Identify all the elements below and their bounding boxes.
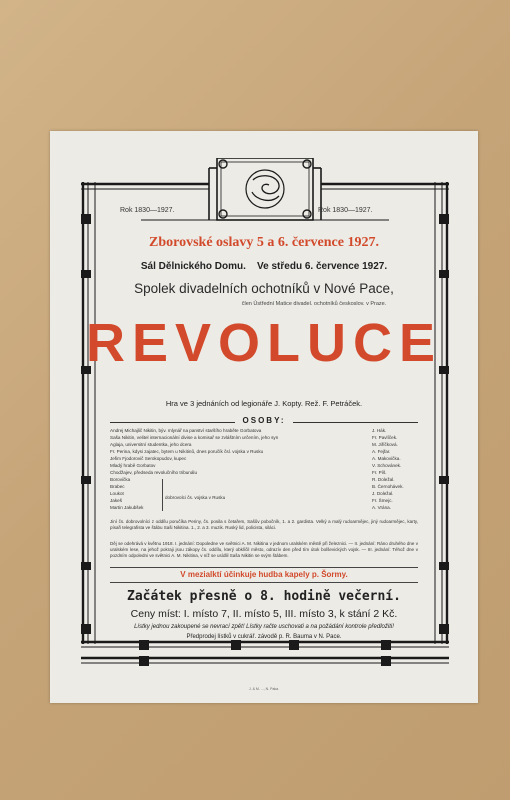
year-left: Rok 1830—1927. xyxy=(120,207,175,214)
society-name: Spolek divadelních ochotníků v Nové Pace, xyxy=(134,281,394,296)
cast-group-label: dobrovolci čs. vojska v Rusku xyxy=(165,494,226,500)
year-right: Rok 1830—1927. xyxy=(318,207,373,214)
performance-date: Ve středu 6. července 1927. xyxy=(257,261,388,272)
rule-music-bottom xyxy=(110,582,418,583)
ticket-prices: Ceny míst: I. místo 7, II. místo 5, III. místo 3, k stání 2 Kč. xyxy=(130,608,398,620)
cast-role: Mladý hrabě Gorbatov xyxy=(110,463,156,468)
cast-actor: J. Hák. xyxy=(372,428,387,433)
cast-role: Borovička xyxy=(110,477,131,482)
printer-credit: J. & M. ..., N. Paka. xyxy=(248,687,280,691)
start-time: Začátek přesně o 8. hodině večerní. xyxy=(127,589,401,604)
cast-actor: M. Jiříčková. xyxy=(372,442,398,447)
cast-actor: V. Schovánek. xyxy=(372,463,402,468)
cast-actor: B. Černohávek. xyxy=(372,484,404,489)
cast-actor: Fr. Pavlíček. xyxy=(372,435,398,440)
cast-heading xyxy=(50,416,478,425)
cast-actor: R. Doležal. xyxy=(372,477,395,482)
cast-role: Jakeš xyxy=(110,498,123,503)
venue-date-line xyxy=(50,261,478,272)
cast-heading-text: OSOBY: xyxy=(235,416,294,425)
extras-note: Jiní čs. dobrovolníci z oddílu poručíka Periny, čs. posila s četařem, Sašův pobočník, 1. a 2. gardista. Velký a malý rudoarmějec, jiný rudoarmějec, karty, písaři telegrafista ve štábu Saši Nikitina. 1., 2. a 3. muzik. Ruský lid, policista, siláci. xyxy=(110,519,418,530)
cast-group-bracket xyxy=(158,479,163,511)
celebration-heading: Zborovské oslavy 5 a 6. července 1927. xyxy=(149,235,379,250)
ticket-rules: Lístky jednou zakoupené se nevrací zpět! Lístky račte uschovati a na požádání kontrole předložiti! xyxy=(134,624,394,630)
cast-role: Brabec xyxy=(110,484,125,489)
cast-actor: A. Vrána. xyxy=(372,505,391,510)
plot-note: Děj se odehrává v květnu 1918. I. jednání: Dopoledne ve světnici A. M. Nikitina v jednom uralském městě při železnici. — II. jednání: Ráno druhého dne v uralském lese, na jehož pokraji jsou zákopy čs. oddílu, který obklíčil město, odrazív den před tím útok bolševických vojsk. — III. jednání: Téhož dne v pozdním odpoledni ve světnici A. M. Nikitina, v níž se usídlil Saša Nikitin se svým štábem. xyxy=(110,541,418,558)
cast-role: Chodžajev, předseda revolučního tribunálu xyxy=(110,470,197,475)
cast-role: Aglaja, universitní studentka, jeho dcera xyxy=(110,442,192,447)
presale-info: Předprodej lístků v cukrář. závodě p. R. Bauma v N. Pace. xyxy=(186,634,342,640)
play-title: REVOLUCE xyxy=(85,313,443,373)
cast-role: Martin Jakubšek xyxy=(110,505,144,510)
rule-music-top xyxy=(110,567,418,568)
cast-role: Andrej Michajlič Nikitin, býv. mlynář na panství staršího hraběte Gorbatova xyxy=(110,428,262,433)
cast-role: Fr. Perina, kdysi zajatec, bytem u Nikitinů, dnes poručík čsl. vojska v Rusku xyxy=(110,449,264,454)
cast-role: Saša Nikitin, velitel internacionální divise a komisař se zvláštním určením, jeho syn xyxy=(110,435,279,440)
venue: Sál Dělnického Domu. xyxy=(140,261,246,272)
society-membership: člen Ústřední Matice divadel. ochotníků českoslov. v Praze. xyxy=(241,301,387,307)
theatre-poster xyxy=(50,131,478,703)
play-info: Hra ve 3 jednáních od legionáře J. Kopty. Rež. F. Petráček. xyxy=(165,399,363,408)
cast-role: Jefim Fjodorovič Serokopudov, kupec xyxy=(110,456,187,461)
cast-actor: J. Doležal. xyxy=(372,491,394,496)
cast-role: Loukot xyxy=(110,491,124,496)
cast-actor: Fr. Šmejc. xyxy=(372,498,393,503)
cast-actor: Fr. Píš. xyxy=(372,470,387,475)
music-note: V mezialktí účinkuje hudba kapely p. Šormy. xyxy=(180,570,348,579)
cast-actor: A. Makovička. xyxy=(372,456,401,461)
cast-actor: A. Fejfar. xyxy=(372,449,391,454)
